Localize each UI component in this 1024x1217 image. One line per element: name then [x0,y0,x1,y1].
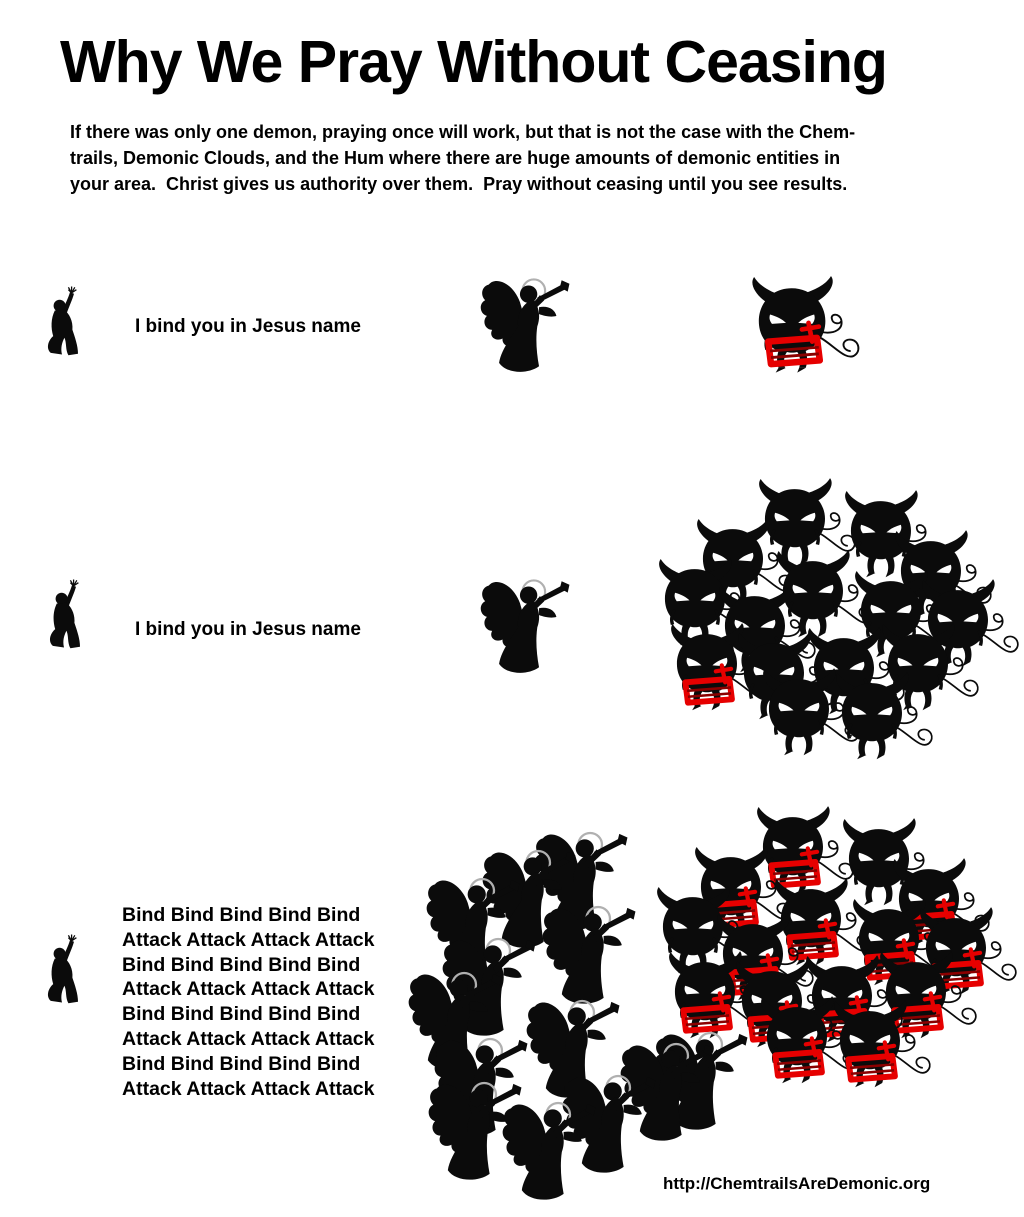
intro-line: trails, Demonic Clouds, and the Hum where there are huge amounts of demonic entities in [70,148,841,168]
chant-line: Bind Bind Bind Bind Bind [122,1052,361,1075]
chant-line: Attack Attack Attack Attack [122,978,375,1001]
angel-figure [500,1092,600,1203]
demon-crowd [648,478,1024,778]
chant-line: Attack Attack Attack Attack [122,928,375,951]
angel-crowd [404,816,764,1206]
demon-figure [825,672,935,767]
praying-person-icon [42,285,90,360]
prayer-chant-block [122,903,375,1101]
prayer-label: I bind you in Jesus name [135,316,361,337]
chant-line: Attack Attack Attack Attack [122,1027,375,1050]
demon-figure [823,1000,933,1095]
angel-icon [478,570,574,676]
bound-demon-icon [740,276,862,381]
angel-icon [478,269,574,375]
poster-title: Why We Pray Without Ceasing [60,29,887,95]
prayer-label: I bind you in Jesus name [135,619,361,640]
chant-line: Attack Attack Attack Attack [122,1077,375,1100]
chant-line: Bind Bind Bind Bind Bind [122,1003,361,1026]
praying-person-icon [42,933,90,1008]
intro-line: If there was only one demon, praying once will work, but that is not the case with the Chem- [70,122,856,142]
chant-line: Bind Bind Bind Bind Bind [122,904,361,926]
chant-line: Bind Bind Bind Bind Bind [122,953,361,976]
praying-person-icon [44,578,92,653]
intro-line: your area. Christ gives us authority over them. Pray without ceasing until you see results. [70,174,848,194]
footer-url: http://ChemtrailsAreDemonic.org [663,1174,931,1193]
intro-paragraph [70,119,855,197]
